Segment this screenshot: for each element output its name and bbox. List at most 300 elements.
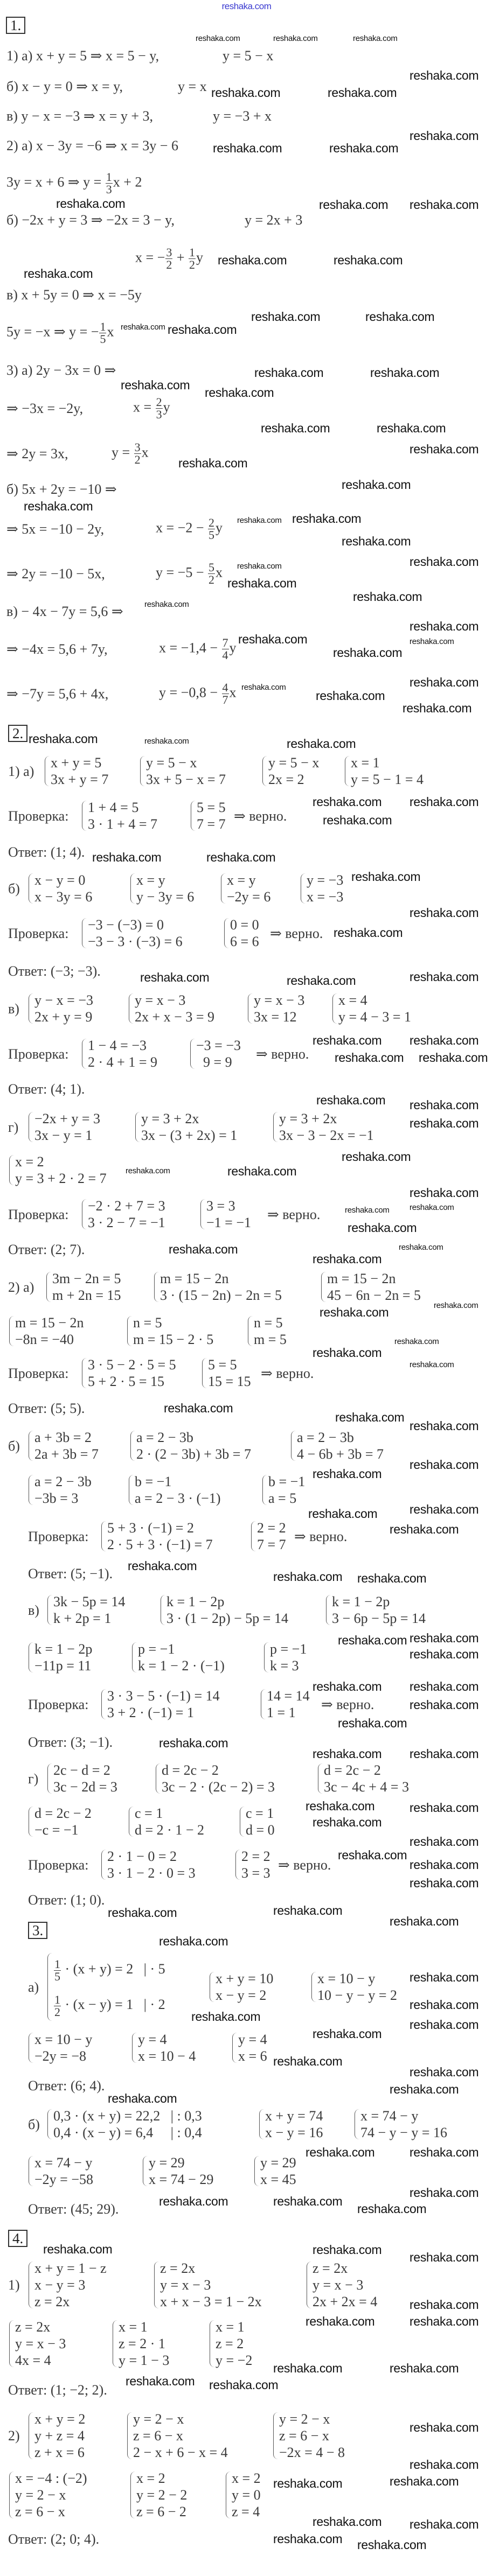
brace-icon [9, 2320, 14, 2367]
math-text: Ответ: (5; 5). [8, 1401, 85, 1416]
system-line [88, 1054, 157, 1070]
brace-icon [29, 993, 33, 1024]
math-text: 4 − 6b + 3b = 7 [297, 1446, 384, 1462]
brace-icon [240, 1807, 245, 1837]
system-line [135, 1473, 221, 1490]
watermark: reshaka.com [287, 737, 356, 751]
brace-icon [156, 1763, 161, 1794]
math-text: a = 2 − 3b [136, 1430, 193, 1445]
watermark: reshaka.com [56, 197, 126, 211]
system-line [52, 1287, 121, 1304]
math-text: 14 = 14 [267, 1688, 310, 1704]
system-line [232, 2503, 261, 2520]
equation-system [29, 992, 93, 1025]
system-line [238, 2031, 267, 2048]
math-text: 2x + 2x = 4 [313, 2294, 378, 2309]
math-line [8, 1119, 18, 1136]
watermark: reshaka.com [409, 2314, 479, 2328]
math-text: −2y = 6 [227, 889, 271, 905]
equation-system [9, 1153, 107, 1187]
math-text: 3 · 2 − 7 = −1 [88, 1215, 165, 1230]
math-text: y = 2 − x [15, 2487, 66, 2503]
math-text: Ответ: (1; 0). [28, 1892, 105, 1908]
system-line [34, 1805, 92, 1822]
brace-icon [29, 2412, 33, 2459]
math-text: 2 − x + 6 − x = 4 [133, 2445, 228, 2460]
watermark: reshaka.com [409, 442, 479, 456]
system-line [216, 2319, 252, 2335]
watermark: reshaka.com [409, 1998, 479, 2012]
brace-icon [82, 918, 87, 948]
math-line [8, 2382, 107, 2398]
brace-icon [262, 756, 267, 786]
brace-icon [47, 1953, 52, 2021]
equation-system [248, 992, 304, 1025]
math-line [6, 171, 142, 195]
system-line [265, 2124, 323, 2141]
brace-icon [154, 1272, 159, 1302]
math-text: ⇒ верно. [294, 1529, 348, 1544]
system-line [238, 2048, 267, 2064]
math-text: y = 2 − x [279, 2411, 330, 2427]
math-line [28, 1696, 88, 1713]
system-line [133, 1331, 213, 1348]
watermark: reshaka.com [419, 1051, 488, 1065]
system-line [136, 872, 194, 888]
site-logo-link[interactable]: reshaka.com [221, 1, 272, 11]
equation-system [132, 1641, 225, 1674]
math-text: m = 15 − 2n [327, 1271, 396, 1286]
equation-system [29, 1429, 99, 1462]
math-text: x = 6 [238, 2048, 267, 2064]
equation-system [291, 1429, 384, 1462]
watermark: reshaka.com [313, 1252, 382, 1266]
math-text: 3c − 2 · (2c − 2) = 3 [162, 1779, 275, 1795]
equation-system [29, 1641, 92, 1674]
math-text: в) x + 5y = 0 ⇒ x = −5y [6, 287, 142, 303]
watermark: reshaka.com [409, 1647, 479, 1661]
denominator: 5 [100, 332, 106, 346]
math-text: + [173, 249, 188, 265]
system-line [166, 1593, 288, 1610]
system-line [107, 1704, 220, 1721]
math-text: 0,3 · (x + y) = 22,2 | : 0,3 [53, 2108, 202, 2124]
equation-system [47, 1951, 165, 2022]
brace-icon [82, 1358, 87, 1388]
math-text: y = −5 − [156, 564, 207, 580]
system-line [267, 1688, 310, 1704]
math-text: 0 = 0 [230, 917, 259, 933]
watermark: reshaka.com [409, 2298, 479, 2312]
math-text: в) − 4x − 7y = 5,6 ⇒ [6, 604, 123, 619]
math-text: 3 · 1 − 2 · 0 = 3 [107, 1865, 196, 1881]
math-text: 4x = 4 [15, 2353, 51, 2368]
math-line [8, 2277, 20, 2293]
watermark: reshaka.com [357, 2202, 427, 2216]
math-text: k + 2p = 1 [53, 1611, 112, 1626]
system-line [34, 1657, 92, 1674]
system-line [34, 2154, 93, 2171]
math-text: Ответ: (1; −2; 2). [8, 2382, 107, 2398]
math-text: ⇒ −7y = 5,6 + 4x, [6, 686, 109, 702]
math-text: y = 2x + 3 [245, 212, 303, 228]
watermark: reshaka.com [273, 2476, 343, 2490]
math-text: y = x − 3 [15, 2336, 66, 2351]
math-text: 2 = 2 [241, 1849, 270, 1864]
watermark: reshaka.com [409, 68, 479, 82]
system-line [34, 2048, 92, 2064]
math-line [28, 1565, 113, 1582]
math-text: 3 + 2 · (−1) = 1 [107, 1705, 194, 1720]
math-text: в) y − x = −3 ⇒ x = y + 3, [6, 108, 154, 124]
math-line [8, 763, 34, 780]
watermark: reshaka.com [409, 1835, 479, 1849]
math-text: −2y = −8 [34, 2048, 86, 2064]
math-text: x + y = 5 [51, 755, 102, 771]
system-line [53, 1779, 117, 1795]
math-text: 1 = 1 [267, 1705, 296, 1720]
math-text: ⇒ −3x = −2y, [6, 401, 84, 416]
denominator: 5 [54, 1969, 60, 1983]
equation-system [262, 1473, 305, 1507]
fraction [222, 637, 229, 661]
math-text: 2 · 1 − 0 = 2 [107, 1849, 177, 1864]
equation-system [200, 1198, 251, 1231]
math-text: y = x − 3 [254, 992, 305, 1008]
fraction [106, 171, 113, 195]
equation-system [9, 2319, 66, 2369]
denominator: 2 [54, 2005, 60, 2019]
system-line [34, 2444, 85, 2461]
watermark: reshaka.com [159, 1934, 228, 1948]
watermark: reshaka.com [409, 555, 479, 569]
system-line [254, 1331, 287, 1348]
math-text: 3 · (15 − 2n) − 2n = 5 [160, 1287, 282, 1303]
math-text: x = 74 − y [34, 2155, 93, 2171]
math-text: Ответ: (−3; −3). [8, 963, 101, 979]
math-text: −8n = −40 [15, 1332, 74, 1347]
system-line [141, 1110, 237, 1127]
system-line [351, 754, 423, 771]
math-text: z = 2x [313, 2260, 348, 2276]
math-text: 7 = 7 [197, 816, 226, 832]
system-line [232, 2470, 261, 2487]
math-text: z = 6 − x [133, 2428, 183, 2444]
system-line [15, 2503, 87, 2520]
math-text: −2x = 4 − 8 [279, 2445, 345, 2460]
brace-icon [248, 1316, 253, 1346]
math-text: 3x + 5 − x = 7 [146, 772, 226, 787]
denominator: 2 [134, 453, 141, 466]
math-line [156, 517, 223, 541]
watermark: reshaka.com [409, 2018, 479, 2032]
equation-system [9, 2470, 87, 2520]
equation-system [240, 1805, 275, 1838]
math-text: y [229, 640, 237, 656]
brace-icon [191, 801, 196, 831]
math-line [6, 521, 104, 537]
system-line [138, 2048, 196, 2064]
brace-icon [47, 1763, 52, 1794]
system-line [279, 2444, 345, 2461]
brace-icon [318, 1763, 323, 1794]
math-text: y = 5 − x [223, 48, 274, 64]
system-line [141, 1127, 237, 1144]
math-text: z = 4 [232, 2504, 260, 2519]
math-text: г) [28, 1771, 39, 1787]
numerator: 2 [156, 395, 162, 409]
math-text: m = 15 − 2n [15, 1315, 84, 1331]
math-line [261, 1365, 314, 1382]
equation-system [29, 1110, 100, 1144]
watermark: reshaka.com [308, 1507, 378, 1521]
watermark: reshaka.com [390, 2361, 459, 2375]
brace-icon [326, 1595, 331, 1625]
task-number-box [8, 725, 27, 742]
equation-system [140, 754, 226, 788]
math-text: y = −3 + x [213, 108, 272, 124]
brace-icon [132, 1642, 137, 1672]
system-line [279, 2427, 345, 2444]
equation-system [332, 992, 411, 1025]
system-line [136, 2503, 187, 2520]
brace-icon [47, 2109, 52, 2139]
math-text: ⇒ верно. [234, 808, 287, 824]
watermark: reshaka.com [365, 310, 435, 324]
math-text: y = 5 − x [146, 755, 197, 771]
watermark: reshaka.com [353, 590, 422, 604]
equation-system [29, 2154, 93, 2188]
brace-icon [29, 1642, 33, 1672]
math-text: ⇒ 2y = 3x, [6, 446, 68, 461]
system-line [34, 2031, 92, 2048]
fraction [54, 1958, 61, 1983]
system-line [138, 1657, 225, 1674]
watermark: reshaka.com [144, 600, 189, 609]
math-line [278, 1857, 331, 1873]
math-line [6, 641, 108, 657]
brace-icon [301, 873, 305, 904]
watermark: reshaka.com [345, 1206, 390, 1215]
brace-icon [132, 2033, 137, 2063]
watermark: reshaka.com [126, 2374, 195, 2388]
equation-system [127, 2411, 228, 2461]
brace-icon [202, 1358, 207, 1388]
fraction [54, 1994, 61, 2018]
equation-system [82, 799, 157, 832]
math-text: 3 · 1 + 4 = 7 [88, 816, 157, 832]
watermark: reshaka.com [292, 512, 362, 526]
equation-system [82, 1356, 176, 1390]
math-text: y = 4 [238, 2032, 267, 2047]
math-text: a = 2 − 3b [297, 1430, 354, 1445]
watermark: reshaka.com [409, 2065, 479, 2079]
system-line [230, 933, 259, 950]
system-line [332, 1593, 426, 1610]
brace-icon [82, 1199, 87, 1229]
math-text: z = 2 · 1 [119, 2336, 165, 2351]
brace-icon [261, 1689, 266, 1719]
math-text: a + 3b = 2 [34, 1430, 92, 1445]
math-line [28, 1979, 39, 1996]
numerator: 1 [54, 1957, 60, 1971]
math-text: x = 10 − y [34, 2032, 93, 2047]
system-line [15, 1314, 84, 1331]
numerator: 1 [106, 170, 112, 184]
watermark: reshaka.com [305, 1799, 375, 1813]
system-line [197, 816, 226, 832]
system-line [313, 2260, 377, 2277]
watermark: reshaka.com [353, 34, 398, 43]
equation-system [101, 1688, 220, 1721]
math-text: в) [28, 1602, 39, 1618]
watermark: reshaka.com [357, 2538, 427, 2552]
watermark: reshaka.com [313, 2243, 382, 2257]
watermark: reshaka.com [334, 253, 403, 267]
math-text: 2x + y = 9 [34, 1009, 93, 1025]
system-line [338, 1009, 411, 1025]
system-line [332, 1610, 426, 1627]
watermark: reshaka.com [313, 1346, 382, 1360]
math-text: −2x + y = 3 [34, 1111, 100, 1126]
math-text: x = 10 − 4 [138, 2048, 196, 2064]
watermark: reshaka.com [323, 813, 392, 827]
brace-icon [259, 2109, 264, 2139]
watermark: reshaka.com [402, 701, 472, 715]
system-line [166, 1610, 288, 1627]
system-line [254, 992, 304, 1009]
watermark: reshaka.com [254, 366, 324, 380]
math-text: Ответ: (5; −1). [28, 1566, 113, 1581]
watermark: reshaka.com [409, 1858, 479, 1872]
math-line [6, 212, 175, 228]
math-line [133, 396, 170, 421]
brace-icon [129, 1807, 134, 1837]
equation-system [129, 1473, 221, 1507]
math-line [270, 925, 323, 942]
equation-system [345, 754, 423, 788]
math-text: z = 2 [216, 2336, 244, 2351]
math-text: −3 − (−3) = 0 [88, 917, 164, 933]
math-text: 5 + 3 · (−1) = 2 [107, 1520, 194, 1536]
watermark: reshaka.com [273, 1903, 343, 1917]
watermark: reshaka.com [273, 1570, 343, 1584]
fraction [208, 562, 215, 586]
math-text: 3y = x + 6 ⇒ y = [6, 174, 105, 190]
system-line [246, 1805, 275, 1822]
math-text: 3m − 2n = 5 [52, 1271, 121, 1286]
brace-icon [200, 1199, 205, 1229]
system-line [34, 2427, 85, 2444]
equation-system [46, 1270, 121, 1304]
watermark: reshaka.com [409, 906, 479, 920]
watermark: reshaka.com [273, 2054, 343, 2068]
math-line [28, 2201, 119, 2217]
numerator: 3 [134, 440, 141, 454]
system-line [15, 1170, 107, 1187]
fraction [189, 247, 196, 271]
math-text: Проверка: [8, 1046, 69, 1062]
system-line [260, 2154, 296, 2171]
system-line [160, 1287, 282, 1304]
equation-system [161, 1593, 288, 1627]
equation-system [202, 1356, 251, 1390]
math-text: y = 0 [232, 2487, 261, 2503]
math-text: y = 5 − x [268, 755, 320, 771]
math-text: Ответ: (3; −1). [28, 1734, 113, 1750]
math-text: m = 5 [254, 1332, 287, 1347]
math-text: y − x = −3 [34, 992, 93, 1008]
math-text: 3 = 3 [206, 1198, 235, 1214]
watermark: reshaka.com [342, 534, 411, 548]
math-line [135, 247, 203, 271]
watermark: reshaka.com [409, 2458, 479, 2472]
watermark: reshaka.com [320, 1305, 389, 1319]
system-line [136, 1446, 251, 1462]
brace-icon [190, 1039, 195, 1069]
system-line [279, 2411, 345, 2427]
system-line [227, 872, 270, 888]
watermark: reshaka.com [305, 2314, 375, 2328]
math-text: x + y = 2 [34, 2411, 86, 2427]
watermark: reshaka.com [144, 737, 189, 746]
math-text: Проверка: [8, 1207, 69, 1222]
math-text: 9 = 9 [196, 1054, 232, 1070]
system-line [160, 2260, 262, 2277]
watermark: reshaka.com [287, 974, 356, 988]
math-text: x [141, 444, 149, 460]
system-line [208, 1356, 251, 1373]
denominator: 2 [209, 573, 214, 586]
system-line [135, 1009, 214, 1025]
math-line [6, 108, 153, 124]
system-line [119, 2319, 169, 2335]
system-line [196, 1054, 241, 1070]
equation-system [130, 1429, 251, 1462]
fraction [208, 517, 215, 541]
system-line [313, 2277, 377, 2293]
math-line [8, 1438, 20, 1454]
math-text: k = 1 − 2p [166, 1594, 225, 1609]
watermark: reshaka.com [213, 141, 282, 155]
brace-icon [210, 2320, 214, 2367]
system-line [133, 1314, 213, 1331]
watermark: reshaka.com [92, 850, 162, 864]
equation-system [29, 1473, 92, 1507]
equation-system [132, 2031, 196, 2064]
math-text: b = −1 [268, 1474, 305, 1489]
math-text: x = −1,4 − [159, 640, 221, 656]
system-line [270, 1657, 307, 1674]
equation-system [29, 2411, 85, 2461]
math-text: 2 · (2 − 3b) + 3b = 7 [136, 1446, 251, 1462]
watermark: reshaka.com [316, 1093, 386, 1107]
equation-system [232, 2031, 267, 2064]
task-number: 1. [10, 17, 22, 33]
system-line [107, 1688, 220, 1704]
watermark: reshaka.com [338, 1716, 407, 1730]
watermark: reshaka.com [313, 2515, 382, 2529]
math-text: 2 · 5 + 3 · (−1) = 7 [107, 1537, 213, 1552]
math-line [159, 637, 237, 661]
math-text: · (x + y) = 2 | · 5 [61, 1961, 165, 1977]
math-text: 2a + 3b = 7 [34, 1446, 99, 1462]
math-text: d = 2c − 2 [324, 1762, 381, 1778]
system-line [88, 816, 157, 832]
math-text: y = 2 − x [133, 2411, 184, 2427]
system-line [88, 1037, 157, 1054]
system-line [119, 2335, 169, 2352]
